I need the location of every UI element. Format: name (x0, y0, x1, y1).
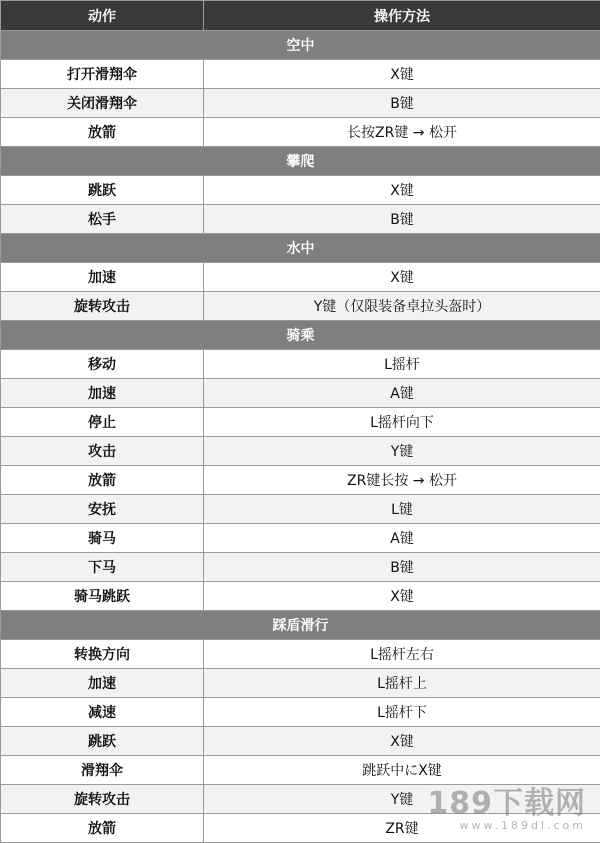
method-cell: L摇杆 (204, 350, 600, 379)
action-cell: 放箭 (1, 466, 204, 495)
method-cell: X键 (204, 176, 600, 205)
method-cell: X键 (204, 582, 600, 611)
table-row (1, 176, 600, 205)
method-cell: Y键 (204, 785, 600, 814)
action-cell: 攻击 (1, 437, 204, 466)
method-cell: B键 (204, 553, 600, 582)
table-row (1, 756, 600, 785)
watermark-url: www.189dl.com (427, 820, 586, 832)
table-row (1, 205, 600, 234)
method-cell: L摇杆下 (204, 698, 600, 727)
table-row (1, 263, 600, 292)
section-header-row (1, 611, 600, 640)
section-title: 骑乘 (1, 321, 600, 350)
method-cell: A键 (204, 524, 600, 553)
table-row (1, 466, 600, 495)
table-row (1, 350, 600, 379)
action-cell: 放箭 (1, 814, 204, 843)
action-cell: 骑马跳跃 (1, 582, 204, 611)
table-row (1, 698, 600, 727)
action-cell: 跳跃 (1, 727, 204, 756)
table-row (1, 669, 600, 698)
method-cell: L摇杆上 (204, 669, 600, 698)
table-row (1, 814, 600, 843)
method-cell: 长按ZR键 → 松开 (204, 118, 600, 147)
table-row (1, 60, 600, 89)
table-row (1, 727, 600, 756)
table-row (1, 437, 600, 466)
method-cell: X键 (204, 60, 600, 89)
table-row (1, 495, 600, 524)
action-cell: 加速 (1, 263, 204, 292)
table-row (1, 582, 600, 611)
table-row (1, 379, 600, 408)
method-cell: L摇杆左右 (204, 640, 600, 669)
watermark-logo-text: 189下载网 (427, 788, 586, 820)
action-cell: 放箭 (1, 118, 204, 147)
table-row (1, 292, 600, 321)
action-cell: 转换方向 (1, 640, 204, 669)
section-title: 攀爬 (1, 147, 600, 176)
method-cell: ZR键 (204, 814, 600, 843)
table-row (1, 89, 600, 118)
method-cell: ZR键长按 → 松开 (204, 466, 600, 495)
action-cell: 加速 (1, 379, 204, 408)
action-cell: 松手 (1, 205, 204, 234)
method-cell: Y键 (204, 437, 600, 466)
method-cell: L键 (204, 495, 600, 524)
section-header-row (1, 321, 600, 350)
method-cell: X键 (204, 263, 600, 292)
method-cell: B键 (204, 89, 600, 118)
action-cell: 旋转攻击 (1, 785, 204, 814)
table-header-row (1, 1, 600, 31)
action-cell: 打开滑翔伞 (1, 60, 204, 89)
table-row (1, 118, 600, 147)
table-row (1, 408, 600, 437)
method-cell: 跳跃中にX键 (204, 756, 600, 785)
table-row (1, 785, 600, 814)
table-row (1, 524, 600, 553)
table-row (1, 640, 600, 669)
action-cell: 关闭滑翔伞 (1, 89, 204, 118)
section-header-row (1, 31, 600, 60)
action-cell: 安抚 (1, 495, 204, 524)
action-cell: 下马 (1, 553, 204, 582)
section-title: 空中 (1, 31, 600, 60)
action-cell: 停止 (1, 408, 204, 437)
action-cell: 移动 (1, 350, 204, 379)
method-cell: X键 (204, 727, 600, 756)
section-header-row (1, 234, 600, 263)
method-cell: L摇杆向下 (204, 408, 600, 437)
header-action: 动作 (1, 1, 204, 31)
table-row (1, 553, 600, 582)
action-cell: 减速 (1, 698, 204, 727)
method-cell: B键 (204, 205, 600, 234)
section-title: 踩盾滑行 (1, 611, 600, 640)
action-cell: 旋转攻击 (1, 292, 204, 321)
header-method: 操作方法 (204, 1, 600, 31)
action-cell: 骑马 (1, 524, 204, 553)
table-body (1, 1, 600, 843)
section-header-row (1, 147, 600, 176)
method-cell: Y键（仅限装备卓拉头盔时） (204, 292, 600, 321)
section-title: 水中 (1, 234, 600, 263)
method-cell: A键 (204, 379, 600, 408)
action-cell: 跳跃 (1, 176, 204, 205)
action-cell: 滑翔伞 (1, 756, 204, 785)
action-cell: 加速 (1, 669, 204, 698)
